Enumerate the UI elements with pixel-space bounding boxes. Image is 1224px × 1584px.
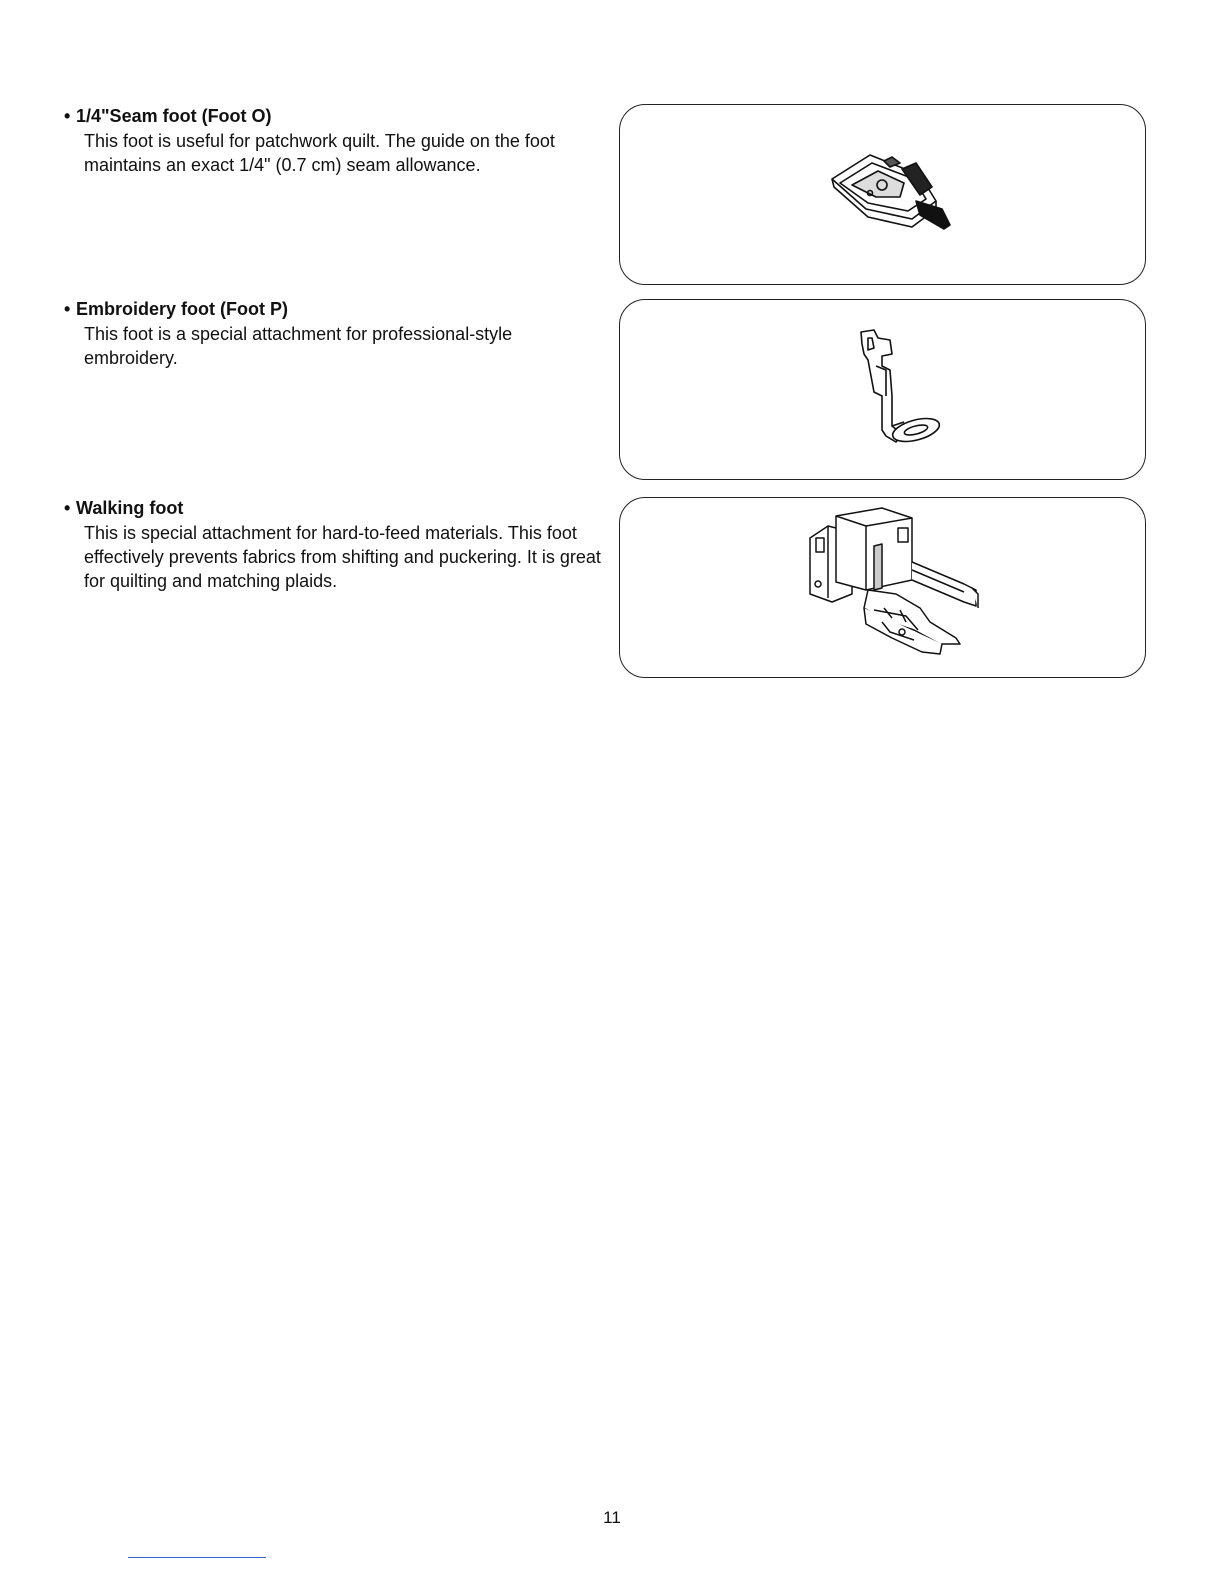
page-number: 11 <box>603 1508 621 1527</box>
seam-foot-heading <box>64 105 604 127</box>
walking-foot-heading <box>64 497 604 519</box>
embroidery-foot-title: Embroidery foot (Foot P) <box>76 299 288 319</box>
walking-foot-icon <box>620 498 1147 679</box>
seam-foot-icon <box>620 105 1147 286</box>
seam-foot-section <box>64 105 604 177</box>
embroidery-foot-section <box>64 298 604 370</box>
seam-foot-figure <box>619 104 1146 285</box>
bullet: • <box>64 498 71 518</box>
seam-foot-title: 1/4"Seam foot (Foot O) <box>76 106 272 126</box>
seam-foot-description: This foot is useful for patchwork quilt. The guide on the foot maintains an exact 1/4" (0.7 cm) seam allowance. <box>84 131 555 175</box>
bullet: • <box>64 106 71 126</box>
embroidery-foot-description: This foot is a special attachment for professional-style embroidery. <box>84 324 513 368</box>
bullet: • <box>64 299 71 319</box>
embroidery-foot-figure <box>619 299 1146 480</box>
walking-foot-title: Walking foot <box>76 498 184 518</box>
embroidery-foot-icon <box>620 300 1147 481</box>
walking-foot-section <box>64 497 604 593</box>
footer-rule <box>128 1557 266 1558</box>
walking-foot-figure <box>619 497 1146 678</box>
embroidery-foot-heading <box>64 298 604 320</box>
walking-foot-description: This is special attachment for hard-to-feed materials. This foot effectively prevents fabrics from shifting and puckering. It is great for quilting and matching plaids. <box>84 523 601 591</box>
